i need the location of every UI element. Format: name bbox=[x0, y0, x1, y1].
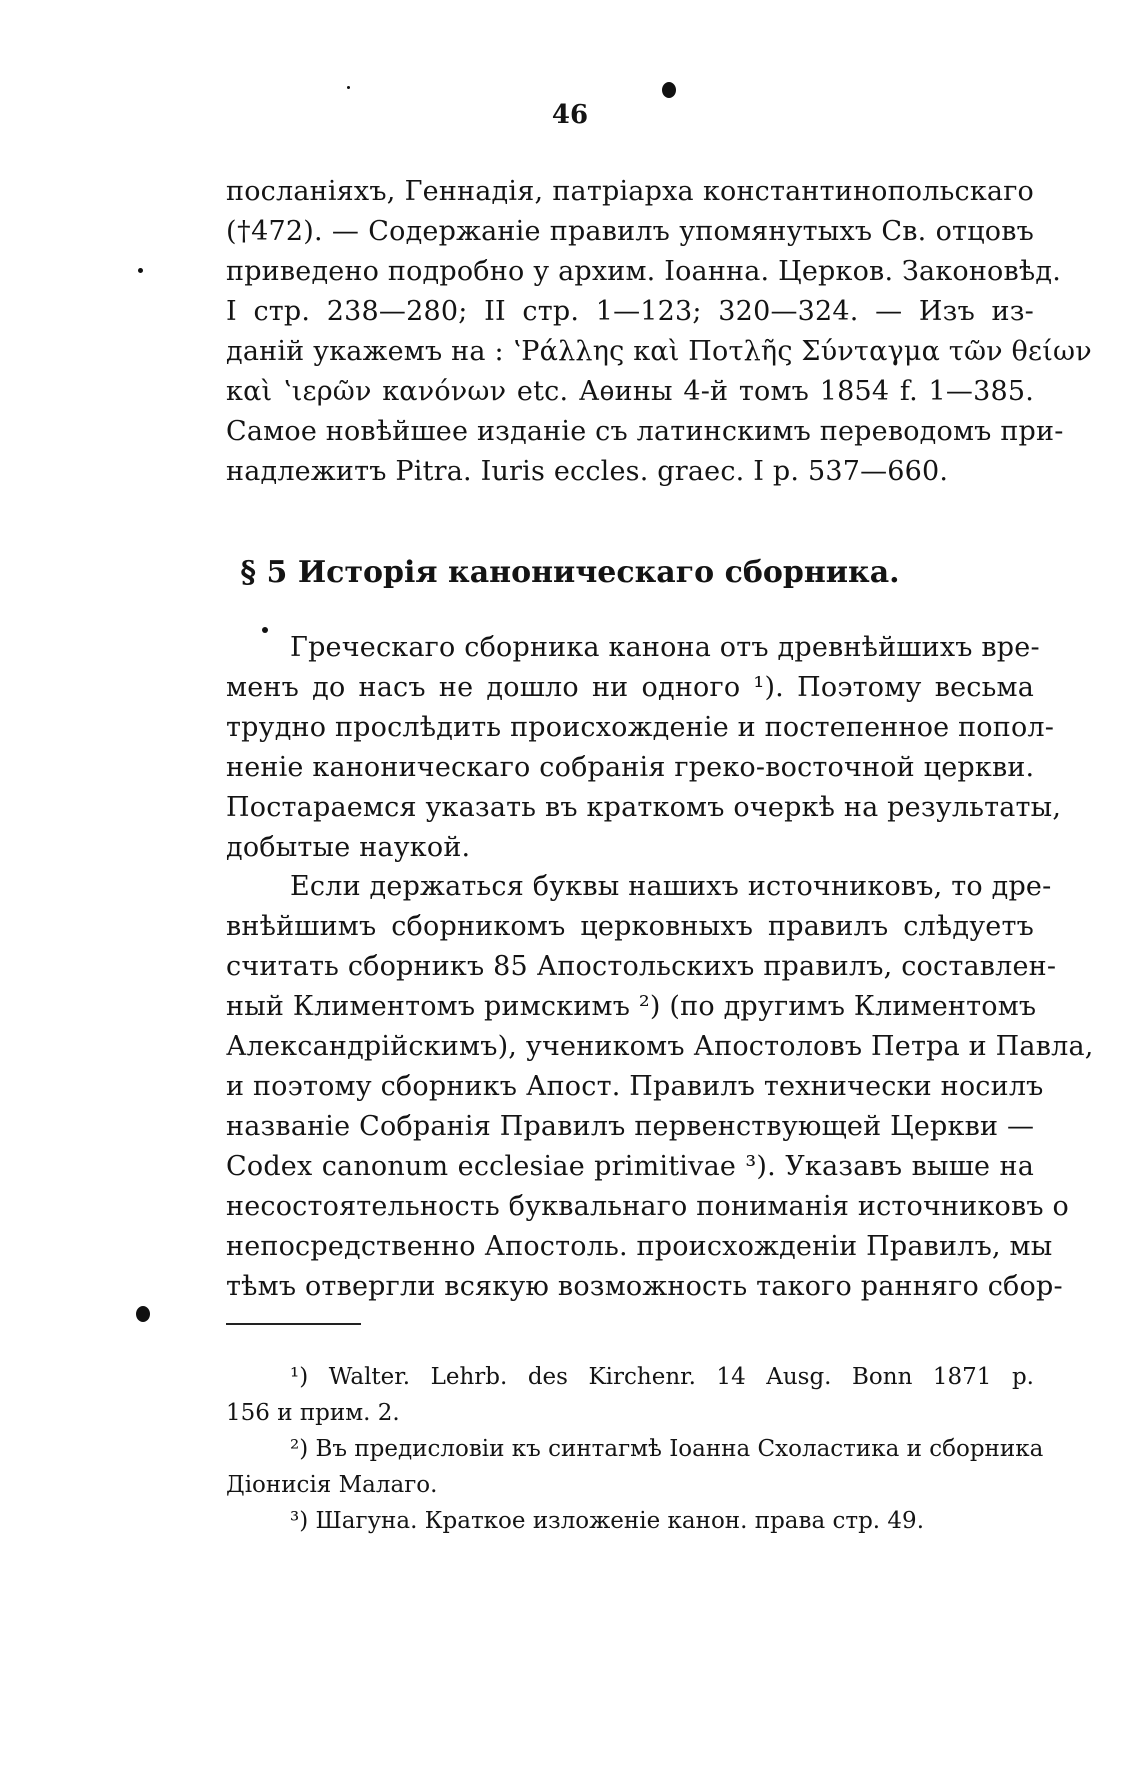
text-line: тѣмъ отвергли всякую возможность такого ранняго сбор- bbox=[226, 1271, 1063, 1302]
text-line: несостоятельность буквальнаго пониманія источниковъ о bbox=[226, 1191, 1069, 1222]
intro-paragraph bbox=[226, 172, 1092, 492]
text-line: Греческаго сборника канона отъ древнѣйшихъ вре- bbox=[290, 632, 1040, 663]
text-line: Codex canonum ecclesiae primitivae ³). Указавъ выше на bbox=[226, 1151, 1034, 1182]
footnotes bbox=[226, 1359, 1044, 1539]
text-line: даній укажемъ на : ʽΡάλλης καὶ Ποτλῆς Σύνταγμα τῶν θείων bbox=[226, 336, 1092, 367]
text-line: приведено подробно у архим. Іоанна. Церков. Законовѣд. bbox=[226, 256, 1061, 287]
ink-speck bbox=[262, 627, 268, 633]
footnote-1-line: ¹) Walter. Lehrb. des Kirchenr. 14 Ausg. Bonn 1871 p. bbox=[290, 1364, 1034, 1390]
footnote-3-line: ³) Шагуна. Краткое изложеніе канон. права стр. 49. bbox=[290, 1508, 925, 1534]
text-line: неніе каноническаго собранія греко-восточной церкви. bbox=[226, 752, 1035, 783]
text-line: (†472). — Содержаніе правилъ упомянутыхъ Св. отцовъ bbox=[226, 216, 1034, 247]
page-number: 46 bbox=[551, 100, 589, 130]
text-line: Постараемся указать въ краткомъ очеркѣ на результаты, bbox=[226, 792, 1062, 823]
text-line: внѣйшимъ сборникомъ церковныхъ правилъ слѣдуетъ bbox=[226, 911, 1034, 942]
text-line: καὶ ʽιερῶν κανόνων etc. Аѳины 4-й томъ 1854 f. 1—385. bbox=[226, 376, 1034, 407]
text-line: трудно прослѣдить происхожденіе и постепенное попол- bbox=[226, 712, 1055, 743]
ink-speck bbox=[138, 268, 143, 273]
footnote-2-line: Діонисія Малаго. bbox=[226, 1472, 438, 1498]
footnote-2-line: ²) Въ предисловіи къ синтагмѣ Іоанна Схоластика и сборника bbox=[290, 1436, 1044, 1462]
text-line: непосредственно Апостоль. происхожденіи Правилъ, мы bbox=[226, 1231, 1053, 1262]
text-line: I стр. 238—280; II стр. 1—123; 320—324. — Изъ из- bbox=[226, 296, 1034, 327]
paragraph-2 bbox=[226, 867, 1094, 1307]
section-heading: § 5 Исторія каноническаго сборника. bbox=[240, 555, 900, 590]
text-line: Самое новѣйшее изданіе съ латинскимъ переводомъ при- bbox=[226, 416, 1064, 447]
ink-speck bbox=[347, 86, 350, 89]
footnote-divider bbox=[226, 1323, 361, 1325]
text-line: надлежитъ Pitra. Iuris eccles. graec. I p. 537—660. bbox=[226, 456, 949, 487]
ink-speck bbox=[136, 1306, 150, 1322]
text-line: и поэтому сборникъ Апост. Правилъ технически носилъ bbox=[226, 1071, 1044, 1102]
text-line: Если держаться буквы нашихъ источниковъ, то дре- bbox=[290, 871, 1052, 902]
text-line: считать сборникъ 85 Апостольскихъ правилъ, составлен- bbox=[226, 951, 1057, 982]
text-line: посланіяхъ, Геннадія, патріарха константинопольскаго bbox=[226, 176, 1034, 207]
text-line: названіе Собранія Правилъ первенствующей Церкви — bbox=[226, 1111, 1035, 1142]
text-line: менъ до насъ не дошло ни одного ¹). Поэтому весьма bbox=[226, 672, 1034, 703]
text-line: добытые наукой. bbox=[226, 832, 471, 863]
paragraph-1 bbox=[226, 628, 1062, 868]
text-line: Александрійскимъ), ученикомъ Апостоловъ Петра и Павла, bbox=[226, 1031, 1094, 1062]
text-line: ный Климентомъ римскимъ ²) (по другимъ Климентомъ bbox=[226, 991, 1037, 1022]
ink-speck bbox=[662, 82, 676, 98]
footnote-1-line: 156 и прим. 2. bbox=[226, 1400, 400, 1426]
